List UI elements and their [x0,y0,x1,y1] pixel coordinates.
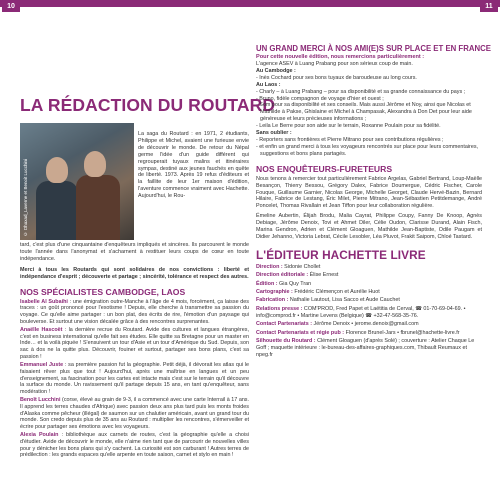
credit-line [256,330,482,337]
intro-text: La saga du Routard : en 1971, 2 étudiants, Philippe et Michel, avaient une furieuse envie de découvrir le monde. De retour du Népal germe l'idée d'un guide différent qui regrouperait tuyaux malins et itinéraires sympas, destiné aux jeunes fauchés en quête de liberté. 1973. Après 19 refus d'éditeurs et la faillite de leur 1er maison d'édition, l'aventure commence vraiment avec Hachette. Aujourd'hui, le Rou- [138,131,249,200]
specialist-bio: : la dernière recrue du Routard. Avide des cultures et langues étrangères, c'est en business international qu'elle fait ses études. Elle quitte sa Bretagne pour un master en Inde… et la voilà piquée ! S'ensuivent un tour d'Asie et un tour d'Amérique du Sud. Depuis, son sac à dos ne la quitte plus. Découvrir, fouiner et surtout, partager ses bons plans, c'est sa passion ! [20,326,249,361]
list-item: - Reporters sans frontières et Pierre Mitrano pour ses contributions régulières ; [256,136,444,143]
specialist-bio: (corse, élevé au grain de 9-3, il a commencé avec une carte Interrail à 17 ans. Il apprend les terres chaudes d'Afrique) avec passion deux ans plus tard puis les monts froides d'Alaska comme pêcheur (illégal) de saumon sur un chalutier américain, avant un grand tour du monde. Son credo depuis plus de 35 ans au Routard : multiplier les rencontres, s'émerveiller et écrire pour partager ses émotions avec les voyageurs. [20,396,250,431]
intro-block [20,123,249,241]
thanks-intro: L'agence ASEV à Luang Prabang pour son sérieux coup de main. [256,61,413,67]
credit-value: Gia Quy Tran [277,280,312,287]
credit-role: Silhouette du Routard : [256,338,316,344]
person-body [76,175,120,240]
list-item: - et enfin un grand merci à tous les voyageurs rencontrés sur place pour leurs commentaires, suggestions et bons plans partagés. [256,143,479,157]
list-item: - Bruno, fidèle compagnon de voyage d'hier et ouest ; [256,95,384,102]
cambodge-label: Au Cambodge : [256,67,296,74]
photo-credit: © Dhaxad_Laverne et Benoit Lucchini [23,158,28,236]
intro-continued: tard, c'est plus d'une cinquantaine d'enquêteurs impliqués et sincères. Ils parcourent le monde toute l'année dans l'anonymat et s'acharnent à restituer leurs coups de cœur en toute indépendance. [20,242,249,262]
cambodge-list [256,75,482,82]
list-item: - Leila Le Berre pour son aide sur le terrain, Roxanne Poulain pour sa fidélité. [256,123,441,130]
specialist-entry [20,362,249,397]
list-item: - Charly – à Luang Prabang – pour sa disponibilité et sa grande connaissance du pays ; [256,88,466,95]
credit-role: Contact Partenariats et régie pub : [256,329,345,336]
credit-line [256,264,482,271]
list-item: - Som pour sa disponibilité et ses conseils. Mais aussi Jérôme et Noy, ainsi que Nicolas et Mathilde à Pakse, Ghislaine et Michel à Champasak, Alexandra à Don Det pour leur aide généreuse et leurs précieuses informations ; [256,102,472,123]
sans-oublier-list [256,137,482,158]
fureteurs-heading: NOS ENQUÊTEURS-FURETEURS [256,163,393,174]
specialists-heading: NOS SPÉCIALISTES CAMBODGE, LAOS [20,286,186,297]
credit-value: Clément Gloaguen (d'après Solé) ; couverture : Atelier Chaque Le Goff ; maquette intérieure : le-bureau-des-affaires-graphiques.com, Thibault Reumaux et npeg.fr [256,338,475,358]
hachette-title: L'ÉDITEUR HACHETTE LIVRE [256,247,426,262]
credit-value: Sidonie Chollet [282,263,321,270]
credit-value: Florence Brunel-Jars • fbrunel@hachette-livre.fr [344,329,460,336]
specialist-name: Anaëlle Hascoët [20,326,63,333]
specialist-name: Emmanuel Juste [20,361,64,368]
credit-role: Fabrication : [256,297,289,304]
specialist-name: Isabelle Al Subaihi [20,298,68,305]
list-item: - Inès Cochard pour ses bons tuyaux de baroudeuse au long cours. [256,74,417,81]
specialist-name: Benoît Lucchini [20,396,61,403]
fureteurs-text-secondary: Émeline Aubertin, Élijah Brodu, Malia Cayrat, Philippe Coupy, Fanny De Knoop, Agnès Debiage, Jérôme Denoix, Tovi et Ahmet Diler, Célie Oudon, Clarisse Durand, Alain Fisch, Marina Gendron, Adrien et Clément Gloaguen, Mathilde Jean-Baptiste, Odile Paugam et Didier Jehanno, Victoria Lebrat, Cécile Lesobler, Léa Pluvot, Frakit Saipom, Chloé Tastard. [256,213,482,240]
credit-role: Cartographie : [256,289,293,296]
credit-role: Édition : [256,280,278,287]
laos-label: Au Laos : [256,81,281,88]
person-body [36,181,78,240]
page-title: LA RÉDACTION DU ROUTARD [20,95,276,115]
sans-oublier-label: Sans oublier : [256,130,292,137]
specialist-entry [20,432,249,460]
credit-role: Relations presse : [256,305,303,312]
credit-role: Direction éditoriale : [256,272,309,279]
thanks-routards: Merci à tous les Routards qui sont solidaires de nos convictions : liberté et indépendance d'esprit ; découverte et partage ; sincérité, tolérance et respect des autres. [20,266,249,280]
credit-line [256,281,482,288]
page-number-right: 11 [480,0,498,12]
credit-line [256,321,482,328]
credit-line [256,338,482,359]
specialist-entry [20,397,249,432]
credit-value: Élise Ernest [308,272,339,279]
credit-line [256,289,482,296]
credit-role: Contact Partenariats : [256,321,313,328]
specialist-bio: : sa première passion fut la géographie. Petit déjà, il dévorait les atlas qui le faisaient rêver plus que tout ! Aujourd'hui, après une maîtrise en langues et un peu d'enseignement, sa fascination pour les cartes est intacte mais c'est sur le terrain qu'il découvre la surface du monde. Un ravissement qu'il partage depuis 15 ans, en tant qu'enquêteur, sans modération ! [20,361,249,396]
specialist-bio: : une émigration outre-Manche à l'âge de 4 mois, forcément, ça laisse des traces : un goût prononcé pour l'exotisme ! Depuis, elle cherche à transmettre sa passion du voyage. Ce qu'elle aime partager : un bon plat, des écrits de rire, l'émotion d'un paysage qui bouleverse. Et surtout une vision décalée grâce à des rencontres surprenantes. [20,298,249,326]
credits-list [256,264,482,359]
laos-list [256,89,482,130]
right-page [256,16,491,360]
credit-value: Jérôme Denoix • jerome.denoix@gmail.com [312,321,419,328]
specialist-name: Alexia Poulain [20,431,59,438]
specialists-list [20,299,249,460]
credit-line [256,306,482,320]
credit-value: Frédéric Clémençon et Aurélie Huot [292,289,380,296]
person-head [46,157,68,183]
credit-line [256,297,482,304]
thanks-subtitle: Pour cette nouvelle édition, nous remercions particulièrement : [256,54,425,60]
page-number-left: 10 [2,0,20,12]
specialist-entry [20,299,249,327]
authors-photo [20,123,134,240]
thanks-title: UN GRAND MERCI À NOS AMI(E)S SUR PLACE ET EN FRANCE [256,44,491,53]
specialist-entry [20,327,249,362]
credit-line [256,272,482,279]
specialist-bio: : bibliothèque aux carnets de routes, c'est la géographie qu'elle a choisi d'étudier. Avide de découvrir le monde, elle n'aime rien tant que de parcourir de nouvelles villes pour y dénicher les bons plans qui s'y cachent. La curiosité est son carburant ! Autres terres de prédilection : les grands espaces qu'elle arpente en toute saison, carnet et stylo en main ! [20,431,249,459]
top-color-bar [0,0,500,7]
fureteurs-text: Nous tenons à remercier tout particulièrement Fabrice Argelas, Gabriel Bertrand, Loup-Maëlle Besançon, Thierry Bessou, Grégory Dalex, Fabrice Doumergue, Cédric Fischer, Carole Fouque, Guillaume Garnier, Nicolas George, Michelle Georget, Claude Hervé-Bazin, Bernard Hilaire, Fabrice de Lestang, Éric Milet, Pierre Mitrano, Jean-Sébastien Petitdemange, André Poncelet, Thomas Rivallain et Jean Tiffon pour leur collaboration régulière. [256,175,482,210]
person-head [84,151,106,177]
credit-value: Nathalie Lautout, Lisa Sacco et Aude Cauchet [288,297,400,304]
credit-value: COM'PROD, Fred Papet et Laëtitia de Cerval, ☎ 01-70-69-04-69. • info@comprod.fr • Martine Levens (Belgique) ☎ +32-47-568-35-76. [256,305,466,319]
credit-role: Direction : [256,263,283,270]
